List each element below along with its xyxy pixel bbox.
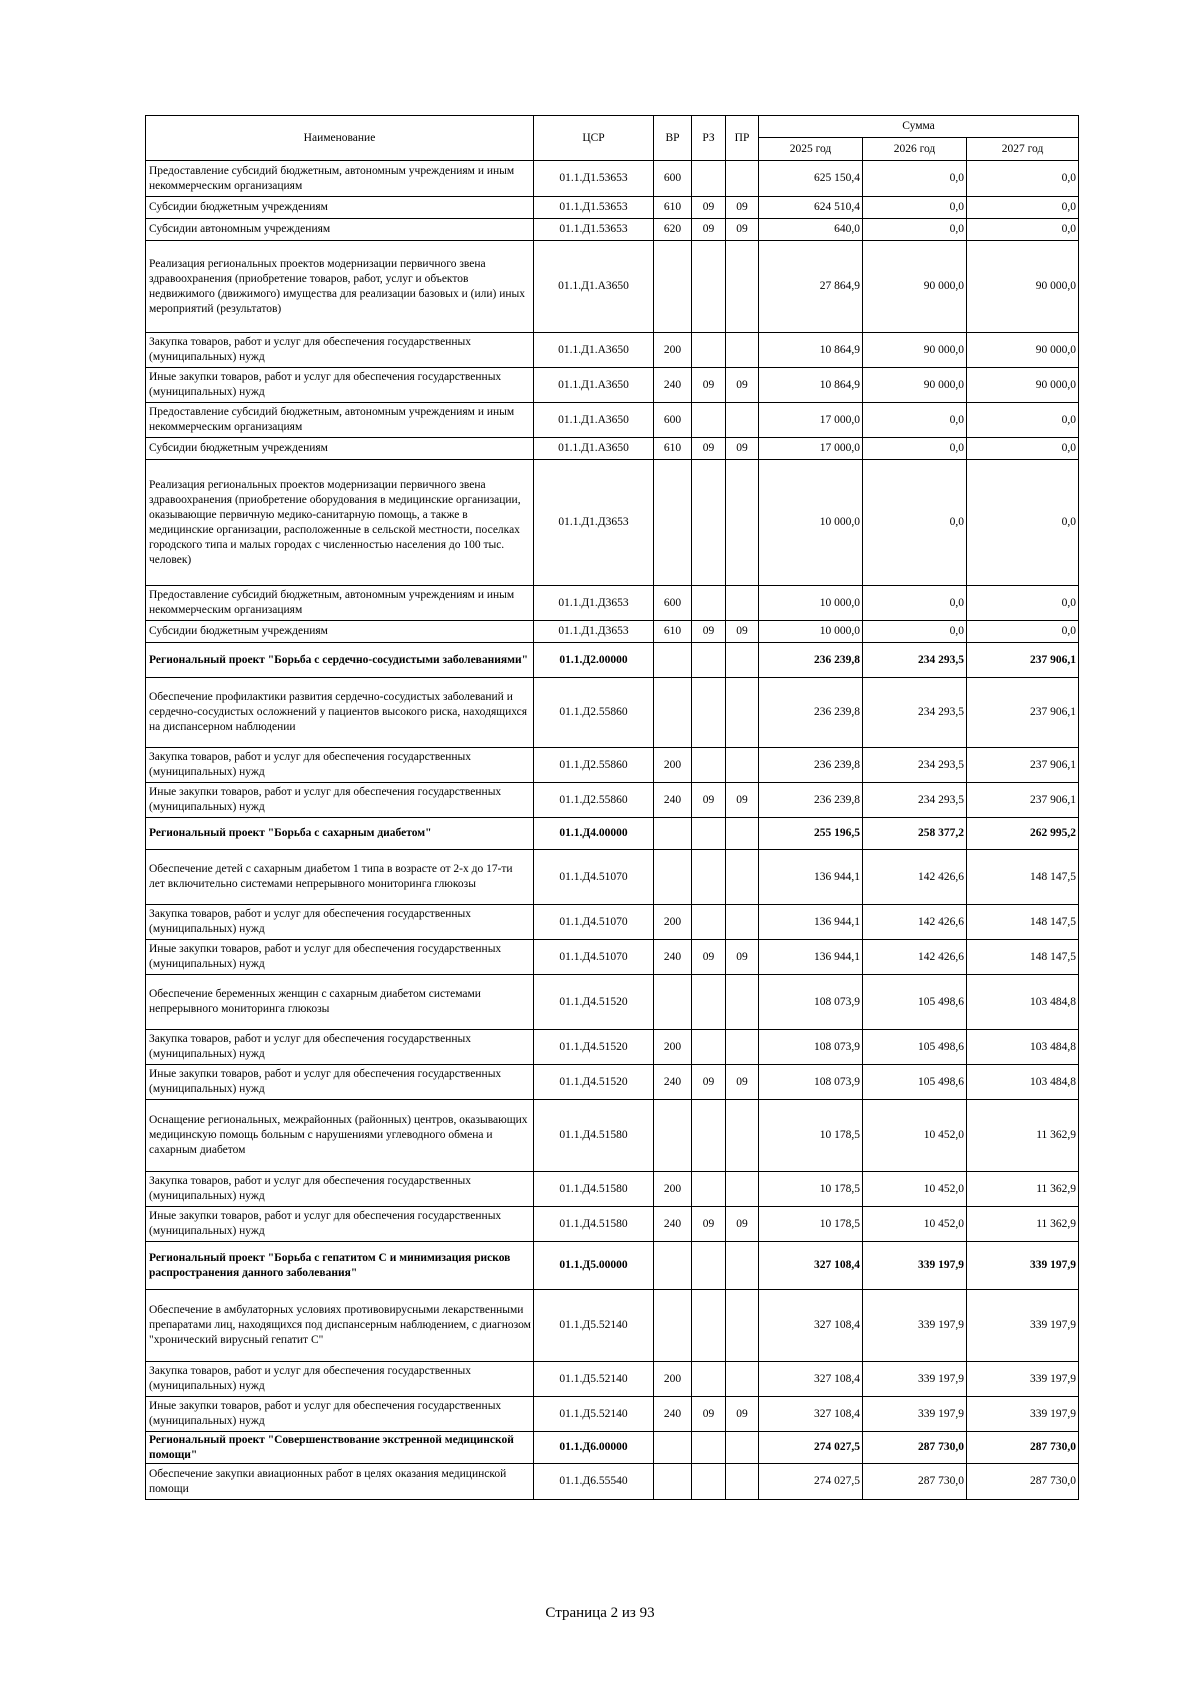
cell-csr: 01.1.Д4.51520 bbox=[534, 1065, 654, 1100]
cell-sum-2027: 90 000,0 bbox=[967, 241, 1079, 333]
cell-sum-2027: 103 484,8 bbox=[967, 1065, 1079, 1100]
cell-csr: 01.1.Д1.53653 bbox=[534, 161, 654, 197]
page-number: Страница 2 из 93 bbox=[545, 1605, 655, 1621]
cell-vr: 240 bbox=[654, 783, 692, 818]
cell-pr: 09 bbox=[726, 368, 759, 403]
cell-name: Обеспечение беременных женщин с сахарным диабетом системами непрерывного мониторинга глюкозы bbox=[146, 975, 534, 1030]
cell-name: Реализация региональных проектов модернизации первичного звена здравоохранения (приобретение товаров, работ, услуг и объектов недвижимого (движимого) имущества для реализации базовых и (или) иных мероприятий (результатов) bbox=[146, 241, 534, 333]
cell-sum-2025: 108 073,9 bbox=[759, 1065, 863, 1100]
table-row bbox=[146, 197, 1079, 219]
cell-csr: 01.1.Д4.51520 bbox=[534, 1030, 654, 1065]
cell-sum-2025: 625 150,4 bbox=[759, 161, 863, 197]
cell-sum-2025: 236 239,8 bbox=[759, 643, 863, 678]
cell-pr bbox=[726, 850, 759, 905]
cell-sum-2025: 236 239,8 bbox=[759, 678, 863, 748]
cell-name: Обеспечение в амбулаторных условиях противовирусными лекарственными препаратами лиц, находящихся под диспансерным наблюдением, с диагнозом "хронический вирусный гепатит С" bbox=[146, 1290, 534, 1362]
cell-name: Иные закупки товаров, работ и услуг для обеспечения государственных (муниципальных) нужд bbox=[146, 368, 534, 403]
cell-rz bbox=[692, 850, 726, 905]
cell-csr: 01.1.Д4.51580 bbox=[534, 1100, 654, 1172]
cell-sum-2026: 105 498,6 bbox=[863, 1065, 967, 1100]
cell-name: Закупка товаров, работ и услуг для обеспечения государственных (муниципальных) нужд bbox=[146, 1030, 534, 1065]
cell-rz bbox=[692, 905, 726, 940]
cell-csr: 01.1.Д2.55860 bbox=[534, 748, 654, 783]
table-row bbox=[146, 403, 1079, 438]
cell-csr: 01.1.Д1.Д3653 bbox=[534, 621, 654, 643]
cell-csr: 01.1.Д5.52140 bbox=[534, 1397, 654, 1432]
cell-rz: 09 bbox=[692, 219, 726, 241]
cell-rz bbox=[692, 1030, 726, 1065]
cell-vr bbox=[654, 1100, 692, 1172]
cell-sum-2027: 0,0 bbox=[967, 197, 1079, 219]
cell-rz bbox=[692, 1362, 726, 1397]
cell-rz bbox=[692, 161, 726, 197]
table-row bbox=[146, 161, 1079, 197]
cell-sum-2025: 327 108,4 bbox=[759, 1362, 863, 1397]
cell-sum-2026: 0,0 bbox=[863, 621, 967, 643]
cell-sum-2027: 339 197,9 bbox=[967, 1290, 1079, 1362]
cell-name: Предоставление субсидий бюджетным, автономным учреждениям и иным некоммерческим организациям bbox=[146, 586, 534, 621]
cell-vr: 240 bbox=[654, 940, 692, 975]
table-row bbox=[146, 1362, 1079, 1397]
cell-pr bbox=[726, 1290, 759, 1362]
cell-csr: 01.1.Д1.А3650 bbox=[534, 333, 654, 368]
cell-sum-2026: 234 293,5 bbox=[863, 643, 967, 678]
cell-sum-2026: 234 293,5 bbox=[863, 783, 967, 818]
cell-sum-2025: 136 944,1 bbox=[759, 940, 863, 975]
cell-name: Предоставление субсидий бюджетным, автономным учреждениям и иным некоммерческим организациям bbox=[146, 403, 534, 438]
cell-sum-2025: 10 000,0 bbox=[759, 460, 863, 586]
cell-sum-2027: 237 906,1 bbox=[967, 783, 1079, 818]
cell-vr: 600 bbox=[654, 403, 692, 438]
budget-table bbox=[145, 115, 1079, 1500]
cell-name: Обеспечение закупки авиационных работ в целях оказания медицинской помощи bbox=[146, 1464, 534, 1500]
cell-csr: 01.1.Д6.55540 bbox=[534, 1464, 654, 1500]
cell-sum-2027: 0,0 bbox=[967, 161, 1079, 197]
cell-pr bbox=[726, 586, 759, 621]
cell-sum-2027: 339 197,9 bbox=[967, 1362, 1079, 1397]
cell-csr: 01.1.Д4.51580 bbox=[534, 1207, 654, 1242]
header-year-2026: 2026 год bbox=[863, 138, 967, 161]
cell-pr: 09 bbox=[726, 219, 759, 241]
budget-document bbox=[145, 115, 1078, 1500]
cell-rz bbox=[692, 1432, 726, 1464]
cell-sum-2026: 90 000,0 bbox=[863, 241, 967, 333]
cell-pr: 09 bbox=[726, 783, 759, 818]
cell-pr bbox=[726, 905, 759, 940]
cell-sum-2025: 327 108,4 bbox=[759, 1290, 863, 1362]
cell-sum-2026: 0,0 bbox=[863, 197, 967, 219]
table-row bbox=[146, 621, 1079, 643]
cell-sum-2026: 142 426,6 bbox=[863, 905, 967, 940]
cell-csr: 01.1.Д1.Д3653 bbox=[534, 460, 654, 586]
cell-sum-2025: 327 108,4 bbox=[759, 1397, 863, 1432]
cell-pr bbox=[726, 241, 759, 333]
cell-rz bbox=[692, 241, 726, 333]
cell-sum-2026: 234 293,5 bbox=[863, 678, 967, 748]
cell-csr: 01.1.Д1.Д3653 bbox=[534, 586, 654, 621]
cell-rz bbox=[692, 643, 726, 678]
cell-name: Иные закупки товаров, работ и услуг для обеспечения государственных (муниципальных) нужд bbox=[146, 783, 534, 818]
cell-name: Иные закупки товаров, работ и услуг для обеспечения государственных (муниципальных) нужд bbox=[146, 1397, 534, 1432]
cell-sum-2026: 142 426,6 bbox=[863, 850, 967, 905]
cell-sum-2027: 0,0 bbox=[967, 621, 1079, 643]
header-rz: РЗ bbox=[692, 116, 726, 161]
table-row bbox=[146, 1207, 1079, 1242]
cell-pr bbox=[726, 643, 759, 678]
cell-sum-2025: 236 239,8 bbox=[759, 783, 863, 818]
cell-sum-2026: 10 452,0 bbox=[863, 1172, 967, 1207]
cell-vr: 620 bbox=[654, 219, 692, 241]
cell-sum-2027: 237 906,1 bbox=[967, 643, 1079, 678]
cell-sum-2027: 339 197,9 bbox=[967, 1397, 1079, 1432]
cell-pr bbox=[726, 403, 759, 438]
cell-pr bbox=[726, 1172, 759, 1207]
table-row bbox=[146, 333, 1079, 368]
cell-csr: 01.1.Д4.51070 bbox=[534, 940, 654, 975]
cell-sum-2027: 90 000,0 bbox=[967, 368, 1079, 403]
cell-name: Реализация региональных проектов модернизации первичного звена здравоохранения (приобретение оборудования в медицинские организации, оказывающие первичную медико-санитарную помощь, а также в медицинские организации, расположенные в сельской местности, поселках городского типа и малых городах с численностью населения до 100 тыс. человек) bbox=[146, 460, 534, 586]
cell-sum-2027: 287 730,0 bbox=[967, 1432, 1079, 1464]
cell-name: Закупка товаров, работ и услуг для обеспечения государственных (муниципальных) нужд bbox=[146, 748, 534, 783]
cell-sum-2027: 0,0 bbox=[967, 403, 1079, 438]
cell-sum-2026: 10 452,0 bbox=[863, 1207, 967, 1242]
cell-vr bbox=[654, 1242, 692, 1290]
cell-sum-2027: 11 362,9 bbox=[967, 1100, 1079, 1172]
cell-vr: 610 bbox=[654, 621, 692, 643]
cell-sum-2025: 17 000,0 bbox=[759, 438, 863, 460]
cell-pr: 09 bbox=[726, 438, 759, 460]
table-row bbox=[146, 1464, 1079, 1500]
cell-sum-2026: 105 498,6 bbox=[863, 1030, 967, 1065]
cell-rz bbox=[692, 460, 726, 586]
cell-name: Иные закупки товаров, работ и услуг для обеспечения государственных (муниципальных) нужд bbox=[146, 940, 534, 975]
cell-vr bbox=[654, 1432, 692, 1464]
header-year-2025: 2025 год bbox=[759, 138, 863, 161]
cell-name: Региональный проект "Совершенствование экстренной медицинской помощи" bbox=[146, 1432, 534, 1464]
cell-rz bbox=[692, 1290, 726, 1362]
cell-pr bbox=[726, 333, 759, 368]
table-row bbox=[146, 940, 1079, 975]
cell-rz bbox=[692, 333, 726, 368]
cell-pr bbox=[726, 678, 759, 748]
cell-sum-2025: 274 027,5 bbox=[759, 1464, 863, 1500]
cell-rz: 09 bbox=[692, 1397, 726, 1432]
cell-vr: 600 bbox=[654, 586, 692, 621]
cell-sum-2026: 339 197,9 bbox=[863, 1362, 967, 1397]
cell-sum-2025: 327 108,4 bbox=[759, 1242, 863, 1290]
cell-name: Закупка товаров, работ и услуг для обеспечения государственных (муниципальных) нужд bbox=[146, 333, 534, 368]
cell-sum-2026: 339 197,9 bbox=[863, 1397, 967, 1432]
cell-sum-2025: 255 196,5 bbox=[759, 818, 863, 850]
cell-rz bbox=[692, 678, 726, 748]
cell-sum-2027: 148 147,5 bbox=[967, 850, 1079, 905]
header-vr: ВР bbox=[654, 116, 692, 161]
cell-vr bbox=[654, 241, 692, 333]
cell-name: Закупка товаров, работ и услуг для обеспечения государственных (муниципальных) нужд bbox=[146, 1172, 534, 1207]
cell-rz: 09 bbox=[692, 438, 726, 460]
cell-csr: 01.1.Д5.00000 bbox=[534, 1242, 654, 1290]
cell-sum-2027: 90 000,0 bbox=[967, 333, 1079, 368]
cell-vr bbox=[654, 975, 692, 1030]
cell-rz: 09 bbox=[692, 621, 726, 643]
table-row bbox=[146, 678, 1079, 748]
cell-sum-2026: 142 426,6 bbox=[863, 940, 967, 975]
table-row bbox=[146, 1030, 1079, 1065]
cell-pr bbox=[726, 1030, 759, 1065]
cell-sum-2025: 624 510,4 bbox=[759, 197, 863, 219]
cell-vr: 610 bbox=[654, 197, 692, 219]
cell-sum-2025: 17 000,0 bbox=[759, 403, 863, 438]
cell-vr: 600 bbox=[654, 161, 692, 197]
cell-vr bbox=[654, 643, 692, 678]
cell-sum-2026: 234 293,5 bbox=[863, 748, 967, 783]
cell-vr: 200 bbox=[654, 748, 692, 783]
cell-sum-2026: 0,0 bbox=[863, 161, 967, 197]
cell-rz bbox=[692, 1100, 726, 1172]
table-row bbox=[146, 1397, 1079, 1432]
cell-name: Обеспечение профилактики развития сердечно-сосудистых заболеваний и сердечно-сосудистых осложнений у пациентов высокого риска, находящихся на диспансерном наблюдении bbox=[146, 678, 534, 748]
cell-name: Закупка товаров, работ и услуг для обеспечения государственных (муниципальных) нужд bbox=[146, 1362, 534, 1397]
cell-pr: 09 bbox=[726, 197, 759, 219]
cell-vr: 240 bbox=[654, 368, 692, 403]
cell-pr bbox=[726, 748, 759, 783]
table-row bbox=[146, 748, 1079, 783]
cell-name: Региональный проект "Борьба с сахарным диабетом" bbox=[146, 818, 534, 850]
cell-csr: 01.1.Д4.51520 bbox=[534, 975, 654, 1030]
table-row-project bbox=[146, 1432, 1079, 1464]
cell-sum-2025: 10 864,9 bbox=[759, 333, 863, 368]
cell-sum-2027: 237 906,1 bbox=[967, 748, 1079, 783]
cell-pr: 09 bbox=[726, 1065, 759, 1100]
header-pr: ПР bbox=[726, 116, 759, 161]
cell-name: Субсидии бюджетным учреждениям bbox=[146, 438, 534, 460]
cell-rz bbox=[692, 403, 726, 438]
cell-sum-2026: 90 000,0 bbox=[863, 368, 967, 403]
table-body bbox=[146, 161, 1079, 1500]
cell-vr: 200 bbox=[654, 1172, 692, 1207]
cell-vr: 200 bbox=[654, 1030, 692, 1065]
cell-sum-2025: 108 073,9 bbox=[759, 975, 863, 1030]
cell-pr bbox=[726, 161, 759, 197]
cell-csr: 01.1.Д5.52140 bbox=[534, 1362, 654, 1397]
header-sum: Сумма bbox=[759, 116, 1079, 138]
cell-csr: 01.1.Д2.55860 bbox=[534, 783, 654, 818]
cell-rz bbox=[692, 1242, 726, 1290]
cell-pr bbox=[726, 1100, 759, 1172]
cell-sum-2025: 10 178,5 bbox=[759, 1100, 863, 1172]
cell-sum-2027: 0,0 bbox=[967, 586, 1079, 621]
table-row bbox=[146, 975, 1079, 1030]
table-row bbox=[146, 1290, 1079, 1362]
cell-rz bbox=[692, 586, 726, 621]
table-row bbox=[146, 241, 1079, 333]
cell-csr: 01.1.Д2.00000 bbox=[534, 643, 654, 678]
cell-sum-2027: 103 484,8 bbox=[967, 1030, 1079, 1065]
table-row bbox=[146, 438, 1079, 460]
table-row-project bbox=[146, 643, 1079, 678]
cell-sum-2026: 10 452,0 bbox=[863, 1100, 967, 1172]
cell-sum-2027: 237 906,1 bbox=[967, 678, 1079, 748]
cell-pr bbox=[726, 1432, 759, 1464]
cell-sum-2027: 148 147,5 bbox=[967, 940, 1079, 975]
cell-sum-2026: 105 498,6 bbox=[863, 975, 967, 1030]
cell-csr: 01.1.Д1.53653 bbox=[534, 219, 654, 241]
cell-sum-2026: 0,0 bbox=[863, 460, 967, 586]
cell-rz: 09 bbox=[692, 1065, 726, 1100]
cell-pr bbox=[726, 1362, 759, 1397]
cell-rz: 09 bbox=[692, 783, 726, 818]
cell-name: Субсидии бюджетным учреждениям bbox=[146, 197, 534, 219]
cell-sum-2025: 108 073,9 bbox=[759, 1030, 863, 1065]
cell-sum-2025: 136 944,1 bbox=[759, 905, 863, 940]
cell-csr: 01.1.Д4.51580 bbox=[534, 1172, 654, 1207]
table-row bbox=[146, 586, 1079, 621]
cell-sum-2027: 148 147,5 bbox=[967, 905, 1079, 940]
table-row bbox=[146, 1065, 1079, 1100]
cell-sum-2027: 339 197,9 bbox=[967, 1242, 1079, 1290]
cell-sum-2026: 90 000,0 bbox=[863, 333, 967, 368]
cell-vr: 240 bbox=[654, 1207, 692, 1242]
cell-rz: 09 bbox=[692, 940, 726, 975]
cell-sum-2027: 0,0 bbox=[967, 438, 1079, 460]
table-row bbox=[146, 905, 1079, 940]
table-row bbox=[146, 1172, 1079, 1207]
cell-name: Предоставление субсидий бюджетным, автономным учреждениям и иным некоммерческим организациям bbox=[146, 161, 534, 197]
cell-rz bbox=[692, 1172, 726, 1207]
cell-sum-2025: 274 027,5 bbox=[759, 1432, 863, 1464]
cell-vr: 200 bbox=[654, 333, 692, 368]
cell-rz: 09 bbox=[692, 368, 726, 403]
cell-vr bbox=[654, 850, 692, 905]
cell-name: Оснащение региональных, межрайонных (районных) центров, оказывающих медицинскую помощь больным с нарушениями углеводного обмена и сахарным диабетом bbox=[146, 1100, 534, 1172]
cell-vr: 200 bbox=[654, 905, 692, 940]
cell-csr: 01.1.Д4.00000 bbox=[534, 818, 654, 850]
cell-vr bbox=[654, 1464, 692, 1500]
cell-name: Закупка товаров, работ и услуг для обеспечения государственных (муниципальных) нужд bbox=[146, 905, 534, 940]
table-row bbox=[146, 850, 1079, 905]
cell-pr bbox=[726, 460, 759, 586]
cell-sum-2027: 103 484,8 bbox=[967, 975, 1079, 1030]
cell-pr bbox=[726, 1464, 759, 1500]
cell-name: Обеспечение детей с сахарным диабетом 1 типа в возрасте от 2-х до 17-ти лет включительно системами непрерывного мониторинга глюкозы bbox=[146, 850, 534, 905]
cell-sum-2027: 11 362,9 bbox=[967, 1172, 1079, 1207]
cell-sum-2026: 258 377,2 bbox=[863, 818, 967, 850]
cell-pr: 09 bbox=[726, 1397, 759, 1432]
cell-vr bbox=[654, 460, 692, 586]
cell-sum-2025: 10 000,0 bbox=[759, 586, 863, 621]
header-row-1 bbox=[146, 116, 1079, 138]
table-row bbox=[146, 1100, 1079, 1172]
cell-vr: 610 bbox=[654, 438, 692, 460]
cell-csr: 01.1.Д1.А3650 bbox=[534, 241, 654, 333]
table-row bbox=[146, 783, 1079, 818]
cell-vr bbox=[654, 1290, 692, 1362]
cell-sum-2027: 0,0 bbox=[967, 460, 1079, 586]
cell-name: Региональный проект "Борьба с сердечно-сосудистыми заболеваниями" bbox=[146, 643, 534, 678]
cell-name: Региональный проект "Борьба с гепатитом С и минимизация рисков распространения данного заболевания" bbox=[146, 1242, 534, 1290]
cell-pr: 09 bbox=[726, 1207, 759, 1242]
cell-csr: 01.1.Д1.А3650 bbox=[534, 438, 654, 460]
table-row bbox=[146, 219, 1079, 241]
cell-sum-2025: 640,0 bbox=[759, 219, 863, 241]
cell-csr: 01.1.Д2.55860 bbox=[534, 678, 654, 748]
cell-sum-2025: 10 000,0 bbox=[759, 621, 863, 643]
cell-sum-2026: 339 197,9 bbox=[863, 1290, 967, 1362]
cell-pr bbox=[726, 975, 759, 1030]
cell-sum-2025: 136 944,1 bbox=[759, 850, 863, 905]
cell-vr: 200 bbox=[654, 1362, 692, 1397]
header-name: Наименование bbox=[146, 116, 534, 161]
cell-vr: 240 bbox=[654, 1397, 692, 1432]
cell-vr bbox=[654, 678, 692, 748]
cell-sum-2025: 27 864,9 bbox=[759, 241, 863, 333]
cell-pr: 09 bbox=[726, 621, 759, 643]
cell-sum-2025: 236 239,8 bbox=[759, 748, 863, 783]
cell-pr bbox=[726, 818, 759, 850]
cell-sum-2026: 0,0 bbox=[863, 586, 967, 621]
cell-sum-2025: 10 178,5 bbox=[759, 1172, 863, 1207]
cell-rz: 09 bbox=[692, 197, 726, 219]
cell-sum-2026: 0,0 bbox=[863, 219, 967, 241]
cell-pr: 09 bbox=[726, 940, 759, 975]
cell-sum-2025: 10 864,9 bbox=[759, 368, 863, 403]
cell-sum-2027: 0,0 bbox=[967, 219, 1079, 241]
cell-sum-2026: 0,0 bbox=[863, 403, 967, 438]
cell-csr: 01.1.Д4.51070 bbox=[534, 850, 654, 905]
header-year-2027: 2027 год bbox=[967, 138, 1079, 161]
cell-name: Иные закупки товаров, работ и услуг для обеспечения государственных (муниципальных) нужд bbox=[146, 1065, 534, 1100]
cell-rz: 09 bbox=[692, 1207, 726, 1242]
cell-rz bbox=[692, 975, 726, 1030]
table-row-project bbox=[146, 818, 1079, 850]
table-row-project bbox=[146, 1242, 1079, 1290]
cell-csr: 01.1.Д1.А3650 bbox=[534, 368, 654, 403]
cell-sum-2027: 11 362,9 bbox=[967, 1207, 1079, 1242]
cell-rz bbox=[692, 818, 726, 850]
cell-sum-2026: 339 197,9 bbox=[863, 1242, 967, 1290]
header-csr: ЦСР bbox=[534, 116, 654, 161]
cell-csr: 01.1.Д4.51070 bbox=[534, 905, 654, 940]
cell-csr: 01.1.Д5.52140 bbox=[534, 1290, 654, 1362]
cell-csr: 01.1.Д1.53653 bbox=[534, 197, 654, 219]
cell-vr bbox=[654, 818, 692, 850]
cell-sum-2026: 287 730,0 bbox=[863, 1464, 967, 1500]
cell-vr: 240 bbox=[654, 1065, 692, 1100]
cell-sum-2027: 262 995,2 bbox=[967, 818, 1079, 850]
cell-sum-2026: 0,0 bbox=[863, 438, 967, 460]
cell-sum-2027: 287 730,0 bbox=[967, 1464, 1079, 1500]
table-row bbox=[146, 368, 1079, 403]
cell-rz bbox=[692, 1464, 726, 1500]
cell-csr: 01.1.Д1.А3650 bbox=[534, 403, 654, 438]
cell-name: Субсидии автономным учреждениям bbox=[146, 219, 534, 241]
cell-sum-2025: 10 178,5 bbox=[759, 1207, 863, 1242]
cell-pr bbox=[726, 1242, 759, 1290]
table-row bbox=[146, 460, 1079, 586]
cell-csr: 01.1.Д6.00000 bbox=[534, 1432, 654, 1464]
cell-sum-2026: 287 730,0 bbox=[863, 1432, 967, 1464]
cell-rz bbox=[692, 748, 726, 783]
cell-name: Субсидии бюджетным учреждениям bbox=[146, 621, 534, 643]
cell-name: Иные закупки товаров, работ и услуг для обеспечения государственных (муниципальных) нужд bbox=[146, 1207, 534, 1242]
